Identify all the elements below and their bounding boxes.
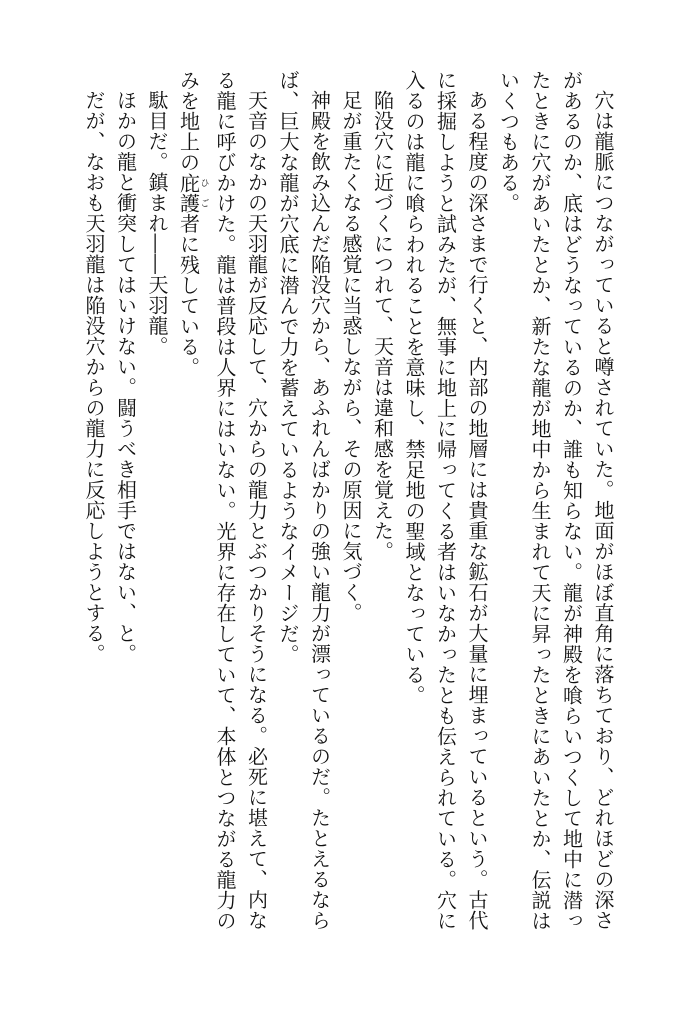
text-column: 陥没穴に近づくにつれて、天音は違和感を覚えた。	[370, 90, 395, 562]
ruby-reading: ご	[198, 193, 209, 214]
text-column-with-ruby	[172, 70, 209, 950]
ruby-word	[176, 172, 209, 194]
text-column: に採掘しようと試みたが、無事に地上に帰ってくる者はいなかったとも伝えられている。穴に	[433, 70, 458, 931]
text-column: 入るのは龍に喰らわれることを意味し、禁足地の聖域となっている。	[402, 70, 426, 706]
ruby-base: 庇	[176, 172, 201, 193]
text-column: 神殿を飲み込んだ陥没穴から、あふれんばかりの強い龍力が漂っているのだ。たとえるなら	[307, 90, 332, 931]
ruby-word	[176, 193, 209, 214]
ruby-base: 護	[176, 193, 201, 214]
text-column: たときに穴があいたとか、新たな龍が地中から生まれて天に昇ったときにあいたとか、伝説は	[528, 70, 552, 931]
ruby-reading: ひ	[198, 172, 209, 193]
body-text	[58, 70, 618, 950]
text-column: いくつもある。	[496, 70, 521, 214]
text-column: ば、巨大な龍が穴底に潜んで力を蓄えているようなイメージだ。	[276, 70, 300, 665]
text-column: 足が重たくなる感覚に当惑しながら、その原因に気づく。	[339, 90, 363, 623]
text-column: があるのか、底はどうなっているのか、誰も知らない。龍が神殿を喰らいつくして地中に潜っ	[559, 70, 584, 931]
text-column: る龍に呼びかけた。龍は普段は人界にはいない。光界に存在していて、本体とつながる龍力の	[213, 70, 237, 931]
text-column: だが、なおも天羽龍は陥没穴からの龍力に反応しようとする。	[82, 90, 106, 664]
text-segment: みを地上の	[176, 70, 201, 173]
text-column: ある程度の深さまで行くと、内部の地層には貴重な鉱石が大量に埋まっているという。古代	[465, 90, 489, 931]
text-column: 天音のなかの天羽龍が反応して、穴からの龍力とぶつかりそうになる。必死に堪えて、内な	[244, 90, 269, 931]
text-segment: 者に残している。	[176, 213, 201, 378]
text-column: 駄目だ。鎮まれ――天羽龍。	[145, 90, 169, 357]
text-column: ほかの龍と衝突してはいけない。闘うべき相手ではない、と。	[113, 90, 138, 664]
text-column: 穴は龍脈につながっていると噂されていた。地面がほぼ直角に落ちており、どれほどの深さ	[591, 90, 615, 931]
